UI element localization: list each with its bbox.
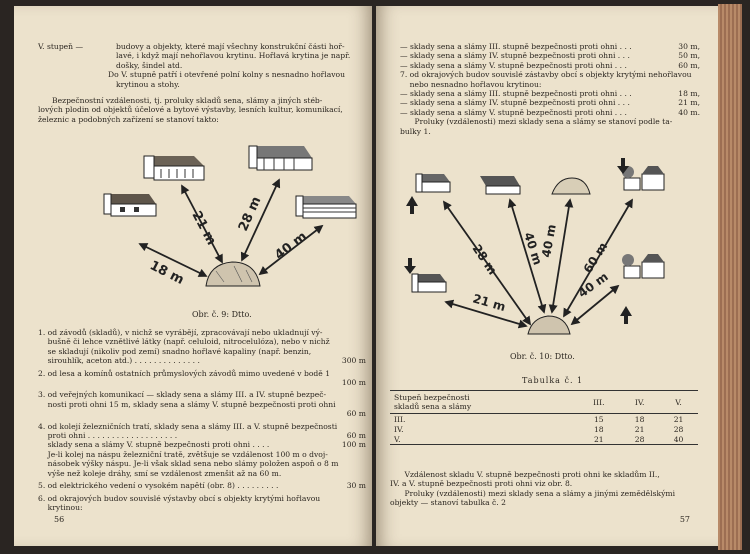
text-line: železnic a podobných zařízení se stanoví takto: bbox=[38, 114, 219, 124]
text-line bbox=[38, 400, 366, 409]
text-line bbox=[38, 469, 366, 478]
distance-label: 40 m bbox=[539, 223, 559, 259]
text-line bbox=[38, 431, 366, 440]
distance-label: 60 m bbox=[580, 239, 611, 276]
line-text: — sklady sena a slámy III. stupně bezpečnosti proti ohni . . . bbox=[400, 89, 632, 99]
distance-label: 40 m bbox=[575, 269, 611, 301]
text-line bbox=[400, 117, 700, 126]
text-line bbox=[400, 98, 700, 107]
line-text: bušně či lehce vznětlivé látky (např. celuloid, nitrocelulóza), nebo v nichž bbox=[38, 337, 330, 347]
barn-building-icon bbox=[416, 174, 450, 192]
haystack-icon bbox=[528, 316, 570, 334]
line-text: krytinou: bbox=[38, 502, 83, 512]
shed-building-icon bbox=[480, 176, 520, 194]
text-line: Proluky (vzdálenosti) mezi sklady sena a slámy a jinými zemědělskými bbox=[390, 488, 676, 498]
text-line bbox=[38, 337, 366, 346]
line-text: Proluky (vzdálenosti) mezi sklady sena a slámy se stanoví podle ta- bbox=[400, 117, 673, 127]
text-line bbox=[38, 328, 366, 337]
table-header-label bbox=[390, 391, 577, 414]
figure-9-caption: Obr. č. 9: Dtto. bbox=[192, 310, 252, 319]
barn-building-icon bbox=[412, 274, 446, 292]
distance-label: 18 m bbox=[147, 258, 187, 288]
table-cell: 18 bbox=[634, 414, 645, 424]
table-row bbox=[390, 414, 698, 425]
table-cell: 28 bbox=[634, 434, 645, 444]
text-line bbox=[38, 356, 366, 365]
distance-value: 60 m bbox=[346, 431, 366, 441]
line-text: Je-li kolej na náspu železniční tratě, zvětšuje se vzdálenost 100 m o dvoj- bbox=[38, 449, 328, 459]
text-line bbox=[38, 422, 366, 431]
line-text: nosti proti ohni 15 m, sklady sena a slámy V. stupně bezpečnosti proti ohni bbox=[38, 399, 336, 409]
line-text: 2. od lesa a komínů ostatních průmyslových závodů mimo uvedené v bodě 1 bbox=[38, 368, 331, 378]
list-item bbox=[38, 328, 366, 366]
text-line bbox=[38, 409, 366, 418]
line-text: výše než koleje dráhy, smí se vzdálenost zmenšit až na 60 m. bbox=[38, 468, 282, 478]
table-cell: 21 bbox=[634, 424, 645, 434]
distance-label: 21 m bbox=[188, 208, 219, 248]
text-line bbox=[38, 481, 366, 490]
text-line: lových plodin od objektů účelové a bytové výstavby, lesních kultur, komunikací, bbox=[38, 105, 343, 115]
distance-value: 18 m, bbox=[678, 89, 700, 99]
distance-value: 50 m, bbox=[678, 51, 700, 61]
line-text: 4. od kolejí železničních tratí, sklady sena a slámy III. a V. stupně bezpečnosti bbox=[38, 421, 338, 431]
line-text: — sklady sena a slámy V. stupně bezpečnosti proti ohni . . . bbox=[400, 107, 627, 117]
text-line bbox=[38, 494, 366, 503]
text-line bbox=[400, 61, 700, 70]
distance-list bbox=[38, 328, 366, 515]
text-line bbox=[400, 80, 700, 89]
distance-list-continued bbox=[400, 42, 700, 136]
line-text: proti ohni . . . . . . . . . . . . . . . . . . . bbox=[38, 431, 178, 441]
table-cell: 15 bbox=[593, 414, 604, 424]
list-item bbox=[38, 422, 366, 478]
text-line bbox=[400, 108, 700, 117]
table-cell: 40 bbox=[673, 434, 684, 444]
text-line: Bezpečnostní vzdálenosti, tj. proluky skladů sena, slámy a jiných stéb- bbox=[52, 96, 323, 105]
text-line bbox=[38, 347, 366, 356]
table-cell: 21 bbox=[673, 414, 684, 424]
line-text: 1. od závodů (skladů), v nichž se vyrábějí, zpracovávají nebo ukladnují vý- bbox=[38, 328, 323, 337]
intro-paragraph bbox=[38, 96, 364, 124]
table-cell: 21 bbox=[593, 434, 604, 444]
text-line bbox=[38, 450, 366, 459]
village-buildings-icon bbox=[622, 166, 664, 190]
table-row-label: V. bbox=[394, 434, 401, 444]
list-item bbox=[38, 390, 366, 418]
figure-10-diagram bbox=[402, 156, 702, 346]
header-line: Stupeň bezpečnosti bbox=[394, 393, 470, 402]
text-line bbox=[38, 503, 366, 512]
table-column-header: IV. bbox=[634, 397, 645, 407]
text-line: budovy a objekty, které mají všechny konstrukční části hoř- bbox=[116, 42, 345, 51]
line-text: bulky 1. bbox=[400, 126, 431, 136]
table-column-header: V. bbox=[675, 397, 682, 407]
text-line bbox=[400, 51, 700, 60]
stack-building-icon bbox=[296, 196, 356, 218]
village-buildings-icon bbox=[622, 254, 664, 278]
text-line: Vzdálenost skladu V. stupně bezpečnosti proti ohni ke skladům II., bbox=[390, 470, 660, 479]
table-cell: 28 bbox=[673, 424, 684, 434]
haystack-icon bbox=[552, 178, 590, 194]
distance-value: 100 m bbox=[341, 378, 366, 388]
text-line bbox=[38, 378, 366, 387]
house-building-icon bbox=[104, 194, 156, 216]
list-item bbox=[38, 481, 366, 490]
table-column-header: III. bbox=[593, 397, 605, 407]
table-row-label: III. bbox=[394, 414, 406, 424]
distance-value: 30 m, bbox=[678, 42, 700, 51]
distance-label: 40 m bbox=[521, 230, 545, 267]
text-line bbox=[400, 127, 700, 136]
line-text: násobek výšky náspu. Je-li však sklad sena nebo slámy položen aspoň o 8 m bbox=[38, 459, 339, 469]
text-line: došky, šindel atd. bbox=[116, 60, 183, 70]
text-line bbox=[38, 440, 366, 449]
table-cell: 18 bbox=[593, 424, 604, 434]
line-text: 5. od elektrického vedení o vysokém napětí (obr. 8) . . . . . . . . . bbox=[38, 481, 279, 491]
line-text: — sklady sena a slámy IV. stupně bezpečnosti proti ohni . . . bbox=[400, 98, 630, 108]
distance-value: 21 m, bbox=[678, 98, 700, 108]
distance-value: 40 m. bbox=[678, 107, 700, 117]
page-number: 56 bbox=[54, 515, 65, 524]
definition-label: V. stupeň — bbox=[38, 42, 84, 51]
text-line: krytinou a stohy. bbox=[116, 79, 180, 89]
haystack-icon bbox=[206, 262, 260, 286]
line-text: se skladují (nikoliv pod zemí) snadno hořlavé kapaliny (např. benzin, bbox=[38, 346, 312, 356]
table-title: Tabulka č. 1 bbox=[522, 376, 584, 385]
page-number: 57 bbox=[679, 515, 690, 524]
line-text: sirouhlík, aceton atd.) . . . . . . . . . . . . . . bbox=[38, 356, 200, 366]
text-line bbox=[400, 89, 700, 98]
distance-value: 30 m bbox=[346, 481, 366, 491]
right-page bbox=[376, 6, 718, 546]
text-line bbox=[400, 42, 700, 51]
text-line: lavé, i když mají nehořlavou krytinu. Hořlavá krytina je např. bbox=[116, 51, 351, 61]
barn-building-icon bbox=[144, 156, 204, 180]
page-edge-stack bbox=[718, 4, 742, 550]
text-line bbox=[38, 369, 366, 378]
table-header-row bbox=[390, 391, 698, 414]
text-line bbox=[38, 390, 366, 399]
line-text: nebo nesnadno hořlavou krytinou: bbox=[400, 79, 542, 89]
line-text: 7. od okrajových budov souvislé zástavby obcí s objekty krytými nehořlavou bbox=[400, 70, 692, 80]
distance-value: 60 m bbox=[346, 409, 366, 419]
text-line: IV. a V. stupně bezpečnosti proti ohni viz obr. 8. bbox=[390, 479, 573, 489]
line-text: 6. od okrajových budov souvislé výstavby obcí s objekty krytými hořlavou bbox=[38, 493, 321, 503]
header-line: skladů sena a slámy bbox=[394, 402, 472, 411]
line-text: — sklady sena a slámy III. stupně bezpečnosti proti ohni . . . bbox=[400, 42, 632, 51]
table-row bbox=[390, 424, 698, 434]
distance-label: 21 m bbox=[471, 291, 508, 315]
table-row bbox=[390, 434, 698, 445]
list-item bbox=[38, 369, 366, 388]
line-text: sklady sena a slámy V. stupně bezpečnosti proti ohni . . . . bbox=[38, 440, 270, 450]
closing-paragraph bbox=[390, 470, 700, 508]
figure-10-caption: Obr. č. 10: Dtto. bbox=[510, 352, 575, 361]
distance-value: 300 m bbox=[341, 356, 366, 366]
distance-label: 40 m bbox=[272, 229, 310, 264]
distance-label: 28 m bbox=[235, 194, 265, 234]
distance-value: 60 m, bbox=[678, 60, 700, 70]
figure-9-diagram bbox=[74, 136, 364, 306]
line-text: — sklady sena a slámy IV. stupně bezpečnosti proti ohni . . . bbox=[400, 51, 630, 61]
text-line: Do V. stupně patří i otevřené polní kolny s nesnadno hořlavou bbox=[108, 70, 345, 80]
text-line: objekty — stanoví tabulka č. 2 bbox=[390, 498, 506, 508]
table-row-label: IV. bbox=[394, 424, 404, 434]
definition-text bbox=[108, 42, 351, 89]
text-line bbox=[400, 70, 700, 79]
line-text: — sklady sena a slámy V. stupně bezpečnosti proti ohni . . . bbox=[400, 60, 627, 70]
distance-value: 100 m bbox=[341, 440, 366, 450]
text-line bbox=[38, 459, 366, 468]
safety-distance-table bbox=[390, 390, 698, 445]
shed-building-icon bbox=[249, 146, 312, 170]
list-item bbox=[38, 494, 366, 513]
line-text: 3. od veřejných komunikací — sklady sena a slámy III. a IV. stupně bezpeč- bbox=[38, 390, 327, 400]
arrow-40m bbox=[552, 200, 570, 312]
distance-label: 28 m bbox=[469, 241, 500, 278]
left-page bbox=[14, 6, 372, 546]
